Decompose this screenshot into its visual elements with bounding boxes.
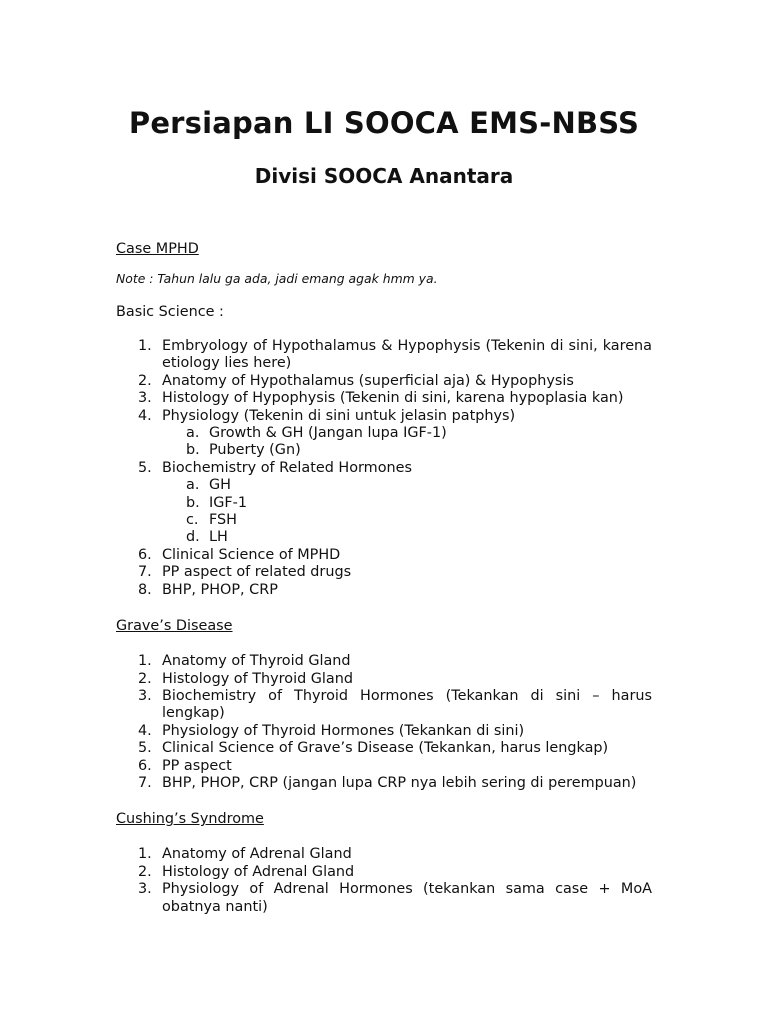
section-note-mphd: Note : Tahun lalu ga ada, jadi emang agak hmm ya. [116, 271, 438, 286]
list-item-text: PP aspect of related drugs [162, 564, 352, 581]
list-item [116, 846, 652, 863]
list-item [116, 373, 652, 390]
sub-list-item-text: FSH [209, 512, 237, 529]
list-item [116, 338, 652, 373]
list-graves [116, 653, 652, 792]
list-item [116, 881, 652, 916]
list-item [116, 653, 652, 670]
list-item-text: Physiology of Adrenal Hormones (tekankan sama case + MoA obatnya nanti) [162, 881, 652, 915]
sub-list-item-text: Puberty (Gn) [209, 442, 301, 459]
document-body [116, 238, 652, 916]
list-item [116, 671, 652, 688]
list-item-text: BHP, PHOP, CRP (jangan lupa CRP nya lebih sering di perempuan) [162, 774, 637, 791]
list-item [116, 564, 652, 581]
sub-list-item-letter: a. [186, 425, 200, 442]
list-item [116, 864, 652, 881]
list-cushing [116, 846, 652, 916]
list-item-number: 2. [138, 372, 152, 389]
list-item-text: Clinical Science of MPHD [162, 546, 341, 563]
list-item-number: 1. [138, 653, 152, 670]
list-item [116, 460, 652, 547]
list-item [116, 408, 652, 460]
section-heading-graves: Grave’s Disease [116, 618, 233, 635]
list-item-number: 1. [138, 338, 152, 354]
basic-science-label: Basic Science : [116, 304, 224, 320]
list-item-number: 7. [138, 774, 152, 791]
list-item [116, 775, 652, 792]
sub-list-item-letter: c. [186, 512, 199, 529]
list-item-text: Embryology of Hypothalamus & Hypophysis (Tekenin di sini, karena etiology lies here) [162, 338, 652, 372]
list-item-number: 2. [138, 670, 152, 687]
list-item-number: 2. [138, 863, 152, 880]
list-item [116, 723, 652, 740]
document-subtitle: Divisi SOOCA Anantara [254, 164, 514, 188]
list-item-number: 5. [138, 459, 152, 476]
sub-list-item-letter: b. [186, 442, 200, 459]
list-item [116, 547, 652, 564]
sub-list-item-letter: a. [186, 477, 200, 494]
list-item-number: 3. [138, 881, 152, 898]
sub-list [162, 425, 652, 460]
list-item-number: 4. [138, 407, 152, 424]
list-item-number: 5. [138, 740, 152, 757]
sub-list-item-text: LH [209, 529, 228, 546]
list-item-number: 6. [138, 546, 152, 563]
list-item-text: Histology of Thyroid Gland [162, 670, 353, 687]
sub-list-item-letter: d. [186, 529, 200, 546]
list-item-text: Biochemistry of Related Hormones [162, 459, 412, 476]
list-item-text: Histology of Adrenal Gland [162, 863, 355, 880]
list-item [116, 582, 652, 599]
list-item-text: BHP, PHOP, CRP [162, 581, 278, 598]
list-item-text: PP aspect [162, 757, 232, 774]
list-item-number: 3. [138, 687, 152, 704]
list-item-number: 4. [138, 722, 152, 739]
sub-list-item-text: Growth & GH (Jangan lupa IGF-1) [209, 425, 447, 442]
sub-list-item-text: IGF-1 [209, 494, 248, 511]
list-item-text: Anatomy of Adrenal Gland [162, 846, 352, 863]
list-item [116, 390, 652, 407]
list-item-number: 7. [138, 564, 152, 581]
section-heading-mphd: Case MPHD [116, 241, 199, 257]
list-item-number: 1. [138, 846, 152, 863]
sub-list-item [162, 529, 652, 546]
list-item-text: Physiology (Tekenin di sini untuk jelasin patphys) [162, 407, 516, 424]
list-item-text: Histology of Hypophysis (Tekenin di sini, karena hypoplasia kan) [162, 390, 624, 407]
sub-list-item [162, 477, 652, 494]
list-item-text: Clinical Science of Grave’s Disease (Tekankan, harus lengkap) [162, 740, 609, 757]
list-item-number: 6. [138, 757, 152, 774]
list-mphd [116, 338, 652, 599]
list-item [116, 688, 652, 723]
sub-list [162, 477, 652, 547]
sub-list-item-text: GH [209, 477, 231, 494]
list-item-text: Biochemistry of Thyroid Hormones (Tekankan di sini – harus lengkap) [162, 687, 652, 722]
sub-list-item [162, 495, 652, 512]
list-item-number: 3. [138, 390, 152, 407]
section-heading-cushing: Cushing’s Syndrome [116, 811, 264, 828]
list-item [116, 758, 652, 775]
sub-list-item [162, 425, 652, 442]
list-item-text: Physiology of Thyroid Hormones (Tekankan di sini) [162, 722, 525, 739]
sub-list-item [162, 512, 652, 529]
document-title: Persiapan LI SOOCA EMS-NBSS [128, 106, 640, 140]
list-item-number: 8. [138, 581, 152, 598]
list-item-text: Anatomy of Thyroid Gland [162, 653, 351, 670]
sub-list-item [162, 442, 652, 459]
list-item [116, 740, 652, 757]
sub-list-item-letter: b. [186, 494, 200, 511]
list-item-text: Anatomy of Hypothalamus (superficial aja) & Hypophysis [162, 372, 574, 389]
